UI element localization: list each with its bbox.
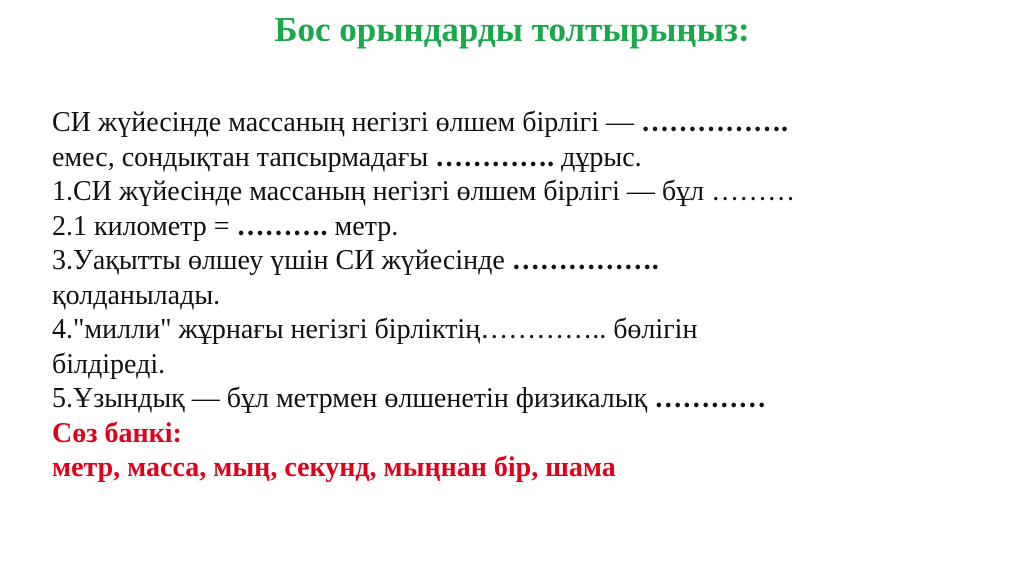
intro-text: дұрыс. [554, 141, 642, 173]
question-3 [52, 244, 1012, 279]
intro-text: СИ жүйесінде массаның негізгі өлшем бірлігі — [52, 107, 641, 138]
blank: ………. [236, 210, 328, 242]
blank: …………. [435, 141, 555, 173]
word-bank-words: метр, масса, мың, секунд, мыңнан бір, шама [52, 452, 616, 483]
question-1: 1.СИ жүйесінде массаның негізгі өлшем бірлігі — бұл ……… [52, 176, 796, 207]
question-2 [52, 210, 1012, 245]
exercise-body [52, 106, 1012, 486]
slide-title: Бос орындарды толтырыңыз: [274, 10, 750, 49]
question-text: 2.1 километр = [52, 210, 237, 242]
intro-line-2 [52, 141, 1012, 176]
blank: ……………. [511, 245, 659, 276]
intro-line-1 [52, 106, 1012, 141]
blank: ………… [654, 383, 767, 414]
blank: ……………. [640, 107, 788, 138]
question-4-continued: білдіреді. [52, 348, 166, 380]
intro-text: емес, сондықтан тапсырмадағы [52, 141, 436, 173]
word-bank-heading: Сөз банкі: [52, 417, 182, 449]
question-text: 5.Ұзындық — бұл метрмен өлшенетін физикалық [52, 383, 655, 414]
question-3-continued: қолданылады. [52, 279, 221, 311]
question-4: 4."милли" жұрнағы негізгі бірліктің………….. бөлігін [52, 314, 698, 345]
question-5 [52, 382, 1012, 417]
question-text: метр. [327, 210, 399, 242]
question-text: 3.Уақытты өлшеу үшін СИ жүйесінде [52, 245, 512, 276]
